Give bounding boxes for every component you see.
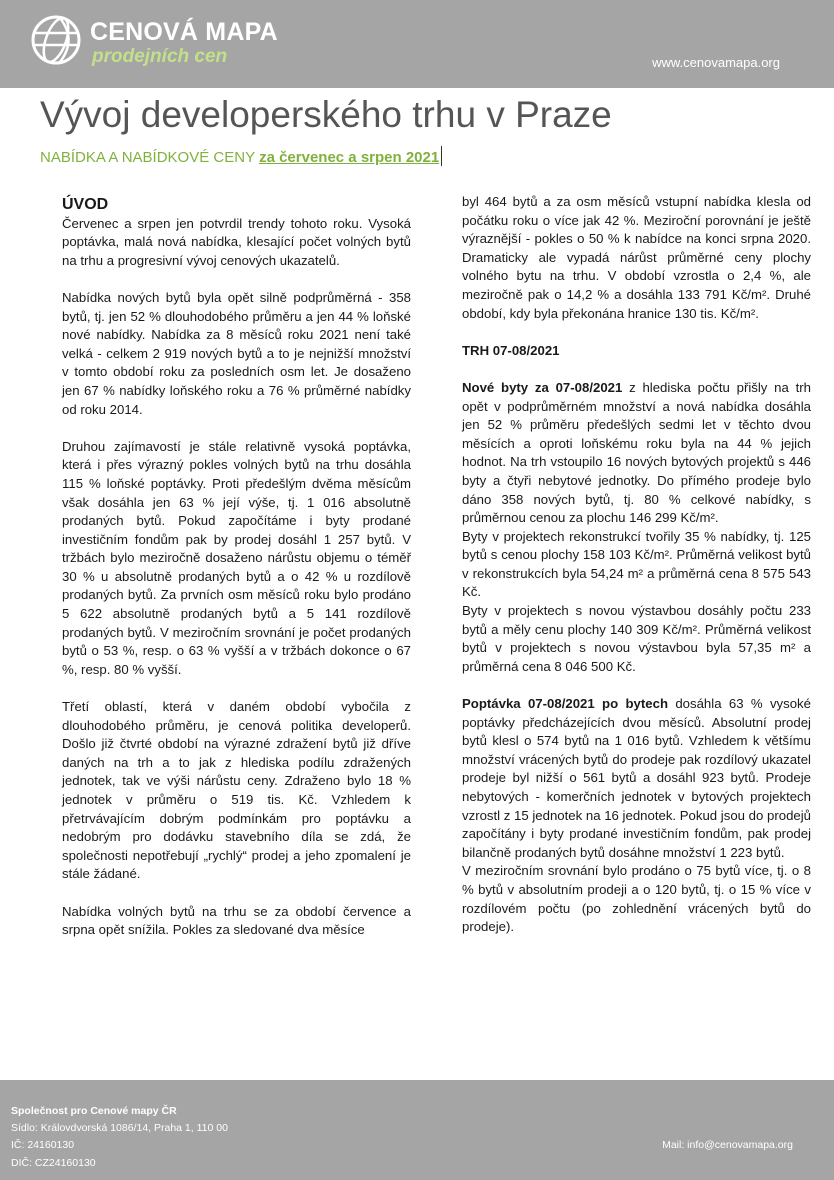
subtitle-plain: NABÍDKA A NABÍDKOVÉ CENY [40,149,256,166]
page-subtitle [40,146,442,166]
footer-dic: DIČ: CZ24160130 [11,1157,96,1169]
page-footer [0,1080,834,1180]
globe-logo-icon [30,14,82,66]
text-cursor [441,146,442,166]
intro-paragraph: Nabídka nových bytů byla opět silně podprůměrná - 358 bytů, tj. jen 52 % dlouhodobého průměru a jen 44 % loňské nové nabídky. Nabídka za 8 měsíců roku 2021 není také velká - celkem 2 919 nových bytů a to je nejnižší množství v tomto období roku za posledních osm let. Je dosaženo jen 67 % nabídky loňského roku a 76 % průměrné nabídky od roku 2014. [62,289,411,417]
section-heading-intro: ÚVOD [62,196,109,213]
footer-address: Sídlo: Královdvorská 1086/14, Praha 1, 110 00 [11,1122,228,1134]
demand-paragraph [462,695,811,862]
footer-mail[interactable]: Mail: info@cenovamapa.org [662,1139,793,1151]
new-flats-text: z hlediska počtu přišly na trh opět v podprůměrném množství a nová nabídka dosáhla jen 52 % průměru předešlých sedmi let v těchto dvou měsících a oproti loňskému roku byla na 44 % jejich hodnot. Na trh vstoupilo 16 nových bytových projektů s 446 byty a čtyři nebytové jednotky. Do přímého prodeje bylo dáno 358 nových bytů, tj. 80 % celkové nabídky, s průměrnou cenou za plochu 146 299 Kč/m². [462,379,811,526]
logo-subtitle: prodejních cen [92,46,228,67]
demand-lead: Poptávka 07-08/2021 po bytech [462,696,668,712]
header-url-link[interactable]: www.cenovamapa.org [652,55,780,70]
subtitle-underlined: za červenec a srpen 2021 [259,149,440,166]
intro-paragraph: Nabídka volných bytů na trhu se za období července a srpna opět snížila. Pokles za sledované dva měsíce [62,903,411,938]
section-heading-market: TRH 07-08/2021 [462,342,560,358]
demand-text: dosáhla 63 % vysoké poptávky předcházejících dvou měsíců. Absolutní prodej bytů klesl o 574 bytů na 1 016 bytů. Vzhledem k většímu množství vrácených bytů do prodeje pak rozdílový ukazatel prodeje byl nižší o 561 bytů a dosáhl 923 bytů. Prodeje nebytových - komerčních jednotek v bytových projektech vzrostl z 15 jednotek na 16 jednotek. Pokud jsou do prodejů započítány i byty prodané investičním fondům, pak prodej bilančně prodaných bytů dosáhne množství 1 223 bytů. [462,696,811,860]
footer-ic: IČ: 24160130 [11,1139,75,1151]
new-build-paragraph: Byty v projektech s novou výstavbou dosáhly počtu 233 bytů a měly cenu plochy 140 309 Kč/m². Průměrná velikost bytů v projektech s novou výstavbou byla 57,35 m² a průměrná cena 8 046 500 Kč. [462,603,811,674]
logo-title: CENOVÁ MAPA [90,18,278,46]
new-flats-lead: Nové byty za 07-08/2021 [462,379,623,395]
intro-continuation: byl 464 bytů a za osm měsíců vstupní nabídka klesla od počátku roku o více jak 42 %. Meziroční porovnání je ještě výraznější - pokles o 50 % k nabídce na konci srpna 2020. Dramaticky ale vypadá nárůst průměrné ceny plochy volného bytu na trhu. V období vzrostla o 2,4 %, ale meziročně pak o 14,2 % a dosáhla 133 791 Kč/m². Druhé období, kdy byla překonána hranice 130 tis. Kč/m². [462,194,811,321]
reconstruction-paragraph: Byty v projektech rekonstrukcí tvořily 35 % nabídky, tj. 125 bytů s cenou plochy 158 103 Kč/m². Průměrná velikost bytů v rekonstrukcích byla 54,24 m² a průměrná cena 8 575 543 Kč. [462,528,811,600]
page-header [0,0,834,88]
intro-paragraph: Druhou zajímavostí je stále relativně vysoká poptávka, která i přes výrazný pokles volných bytů na trhu dosáhla 115 % loňské poptávky. Proti předešlým dvěma měsícům však dosáhla jen 63 % její výše, tj. 1 016 absolutně prodaných bytů. Pokud započítáme i byty prodané investičním fondům pak by prodej dosáhl 1 257 bytů. V tržbách bylo meziročně dosaženo nárůstu objemu o téměř 30 % u absolutně prodaných bytů a o 42 % u rozdílově prodaných bytů. Za prvních osm měsíců roku bylo prodáno 5 622 absolutně prodaných bytů a 5 141 rozdílově prodaných bytů. V meziročním srovnání je počet prodaných bytů o 53 %, resp. o 63 % vyšší a v tržbách dokonce o 67 %, resp. 80 % vyšší. [62,438,411,677]
left-column [62,196,411,940]
right-column [462,193,811,937]
intro-paragraph: Červenec a srpen jen potvrdil trendy tohoto roku. Vysoká poptávka, malá nová nabídka, klesající počet volných bytů na trhu a progresivní vývoj cenových ukazatelů. [62,215,411,268]
page-title: Vývoj developerského trhu v Praze [40,94,612,135]
new-flats-paragraph [462,379,811,528]
footer-company: Společnost pro Cenové mapy ČR [11,1105,177,1117]
yoy-paragraph: V meziročním srovnání bylo prodáno o 75 bytů více, tj. o 8 % bytů v absolutním prodeji a o 120 bytů, tj. o 15 % více v rozdílovém počtu (po zohlednění vrácených bytů do prodeje). [462,863,811,935]
intro-paragraph: Třetí oblastí, která v daném období vybočila z dlouhodobého průměru, je cenová politika developerů. Došlo již čtvrté období na výrazné zdražení bytů již dříve daných na trh a to jak z hlediska podílu zdražených jednotek, tak ve výši nárůstu ceny. Zdraženo bylo 18 % jednotek v průměru o 519 tis. Kč. Vzhledem k přetrvávajícím dobrým podmínkám pro poptávku a nedobrým pro dodávku stavebního díla se zdá, že společnosti nepotřebují „rychlý“ prodej a jeho zpomalení je stále žádané. [62,699,411,882]
